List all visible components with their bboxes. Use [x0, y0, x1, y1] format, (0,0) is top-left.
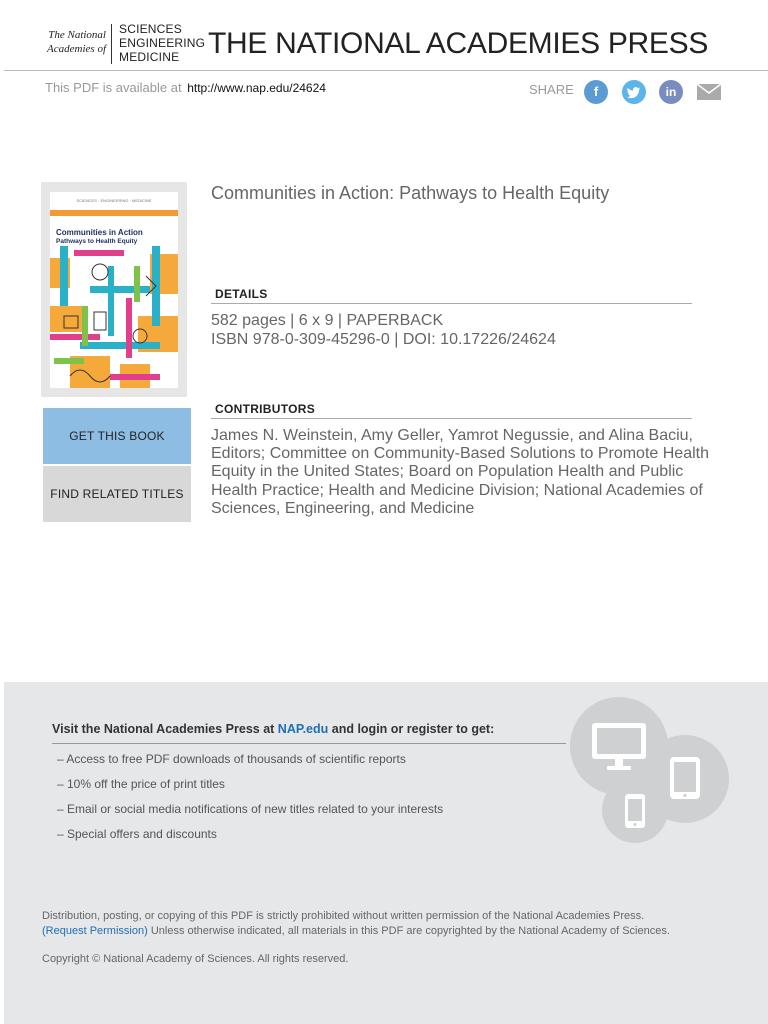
details-block — [211, 311, 556, 349]
benefit-item: – Access to free PDF downloads of thousands of scientific reports — [57, 752, 406, 766]
availability-line — [45, 80, 326, 95]
visit-divider — [52, 743, 566, 744]
phone-icon — [624, 793, 646, 829]
cover-orange-band — [50, 210, 178, 216]
contributors-divider — [211, 418, 692, 419]
find-related-titles-button[interactable]: FIND RELATED TITLES — [43, 466, 191, 522]
nas-logo-disciplines — [119, 22, 205, 64]
twitter-icon[interactable] — [622, 80, 646, 104]
benefit-item: – 10% off the price of print titles — [57, 777, 225, 791]
nap-link[interactable]: NAP.edu — [277, 722, 329, 736]
share-label: SHARE — [529, 82, 574, 97]
cover-illustration — [50, 246, 178, 388]
book-title: Communities in Action: Pathways to Health Equity — [211, 183, 610, 203]
logo-line: ENGINEERING — [119, 36, 206, 50]
logo-line: Academies of — [47, 43, 106, 55]
email-icon[interactable] — [697, 84, 721, 100]
visit-nap-line — [52, 722, 494, 736]
details-heading: DETAILS — [215, 287, 268, 301]
benefit-item: – Special offers and discounts — [57, 827, 217, 841]
benefit-item: – Email or social media notifications of new titles related to your interests — [57, 802, 444, 816]
copyright-notice: Copyright © National Academy of Sciences. All rights reserved. — [42, 953, 349, 965]
contributors-text: James N. Weinstein, Amy Geller, Yamrot Negussie, and Alina Baciu, Editors; Committee on Community-Based Solutions to Promote Health Equity in the United States; Board on Population Health and Public Health Practice; Health and Medicine Division; National Academies of Sciences, Engineering, and Medicine — [211, 427, 709, 517]
logo-divider — [111, 24, 112, 64]
header-divider — [4, 70, 768, 71]
tablet-icon — [669, 756, 701, 800]
book-cover-image[interactable] — [50, 192, 178, 388]
nas-logo-left-text — [44, 28, 106, 56]
legal-copyright-line — [42, 925, 670, 937]
linkedin-icon[interactable]: in — [659, 80, 683, 104]
legal-copyright-text: Unless otherwise indicated, all materials in this PDF are copyrighted by the National Academy of Sciences. — [147, 925, 670, 937]
legal-distribution-text: Distribution, posting, or copying of this PDF is strictly prohibited without written permission of the National Academies Press. — [42, 910, 645, 922]
visit-suffix: and login or register to get: — [328, 722, 495, 736]
visit-prefix: Visit the National Academies Press at — [52, 722, 278, 736]
details-format: 582 pages | 6 x 9 | PAPERBACK — [211, 312, 444, 329]
details-isbn-doi: ISBN 978-0-309-45296-0 | DOI: 10.17226/24624 — [211, 331, 556, 348]
logo-line: SCIENCES — [119, 22, 182, 36]
facebook-icon[interactable]: f — [584, 80, 608, 104]
logo-line: MEDICINE — [119, 50, 180, 64]
pdf-url-link[interactable]: http://www.nap.edu/24624 — [187, 81, 326, 95]
cover-title: Communities in Action — [56, 228, 143, 237]
contributors-heading: CONTRIBUTORS — [215, 402, 316, 416]
press-title: THE NATIONAL ACADEMIES PRESS — [208, 27, 709, 60]
logo-line: The National — [48, 29, 106, 41]
cover-subtitle: Pathways to Health Equity — [56, 238, 138, 245]
details-divider — [211, 303, 692, 304]
availability-text: This PDF is available at — [45, 80, 182, 95]
cover-publisher-text: SCIENCES · ENGINEERING · MEDICINE — [76, 198, 152, 203]
get-this-book-button[interactable]: GET THIS BOOK — [43, 408, 191, 464]
desktop-icon — [591, 722, 647, 772]
request-permission-link[interactable]: (Request Permission) — [42, 925, 148, 937]
